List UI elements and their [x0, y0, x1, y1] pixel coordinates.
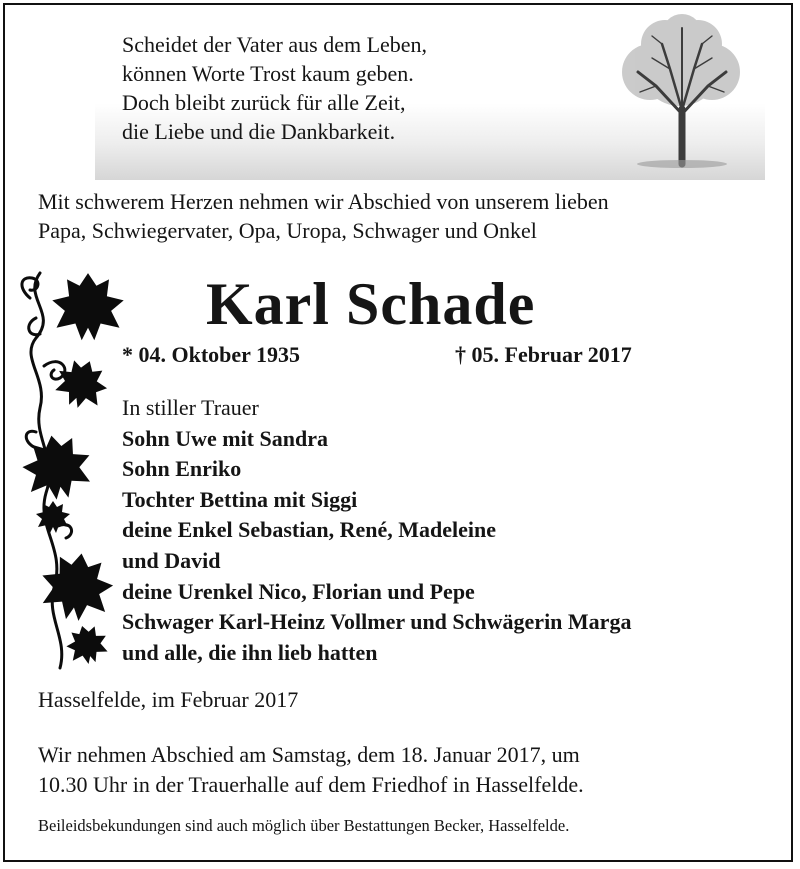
mourner-line: Tochter Bettina mit Siggi [122, 486, 358, 512]
death-date: † 05. Februar 2017 [455, 342, 632, 367]
poem-line: die Liebe und die Dankbarkeit. [122, 119, 396, 144]
mourner-line: Sohn Enriko [122, 456, 242, 482]
poem [122, 30, 427, 146]
poem-line: Doch bleibt zurück für alle Zeit, [122, 90, 406, 115]
mourner-line: deine Enkel Sebastian, René, Madeleine [122, 517, 497, 543]
intro-line: Papa, Schwiegervater, Opa, Uropa, Schwager und Onkel [38, 218, 537, 243]
mourner-line: deine Urenkel Nico, Florian und Pepe [122, 578, 475, 604]
intro-text [38, 187, 609, 245]
deceased-name: Karl Schade [206, 271, 536, 337]
grapevine-icon [18, 258, 128, 673]
mourners-list [122, 393, 631, 668]
condolence-note: Beileidsbekundungen sind auch möglich über Bestattungen Becker, Hasselfelde. [38, 816, 570, 835]
farewell-notice [38, 740, 584, 800]
place-date: Hasselfelde, im Februar 2017 [38, 687, 299, 712]
mourner-line: und alle, die ihn lieb hatten [122, 639, 378, 665]
mourner-line: und David [122, 547, 221, 573]
poem-line: Scheidet der Vater aus dem Leben, [122, 32, 428, 57]
poem-line: können Worte Trost kaum geben. [122, 61, 414, 86]
birth-date: * 04. Oktober 1935 [122, 342, 301, 367]
farewell-line: Wir nehmen Abschied am Samstag, dem 18. Januar 2017, um [38, 742, 580, 767]
mourner-line: Schwager Karl-Heinz Vollmer und Schwägerin Marga [122, 609, 632, 635]
farewell-line: 10.30 Uhr in der Trauerhalle auf dem Friedhof in Hasselfelde. [38, 772, 584, 797]
tree-icon [600, 14, 760, 172]
intro-line: Mit schwerem Herzen nehmen wir Abschied von unserem lieben [38, 189, 609, 214]
mourner-line: Sohn Uwe mit Sandra [122, 425, 328, 451]
mourners-heading: In stiller Trauer [122, 395, 259, 420]
